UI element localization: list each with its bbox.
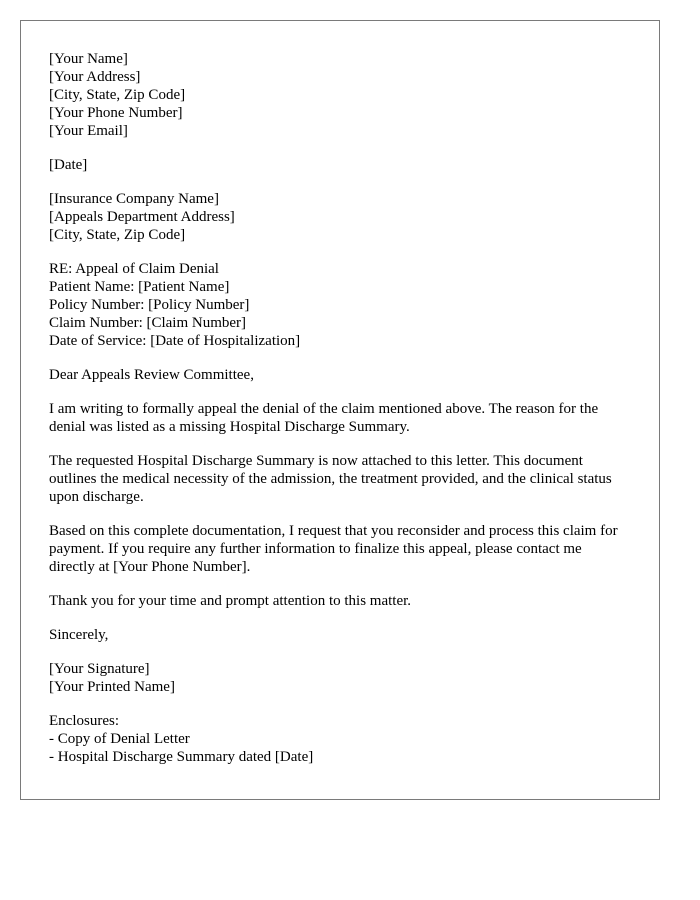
date-block bbox=[49, 156, 631, 174]
body-paragraph-4: Thank you for your time and prompt attention to this matter. bbox=[49, 593, 412, 609]
salutation bbox=[49, 366, 631, 384]
sender-email: [Your Email] bbox=[49, 123, 128, 139]
signature-block bbox=[49, 660, 631, 696]
letter-date: [Date] bbox=[49, 157, 88, 173]
reference-subject: RE: Appeal of Claim Denial bbox=[49, 261, 219, 277]
salutation-text: Dear Appeals Review Committee, bbox=[49, 367, 254, 383]
closing bbox=[49, 626, 631, 644]
sender-city-state-zip: [City, State, Zip Code] bbox=[49, 87, 186, 103]
enclosure-item: - Copy of Denial Letter bbox=[49, 731, 190, 747]
body-paragraph-3: Based on this complete documentation, I request that you reconsider and process this claim for payment. If you require any further information to finalize this appeal, please contact me directly at [Your Phone Number]. bbox=[49, 523, 618, 575]
signature-line: [Your Signature] bbox=[49, 661, 150, 677]
body-paragraph-2: The requested Hospital Discharge Summary is now attached to this letter. This document outlines the medical necessity of the admission, the treatment provided, and the clinical status upon discharge. bbox=[49, 453, 612, 505]
recipient-block bbox=[49, 190, 631, 244]
recipient-city-state-zip: [City, State, Zip Code] bbox=[49, 227, 186, 243]
sender-name: [Your Name] bbox=[49, 51, 128, 67]
reference-service-date: Date of Service: [Date of Hospitalization] bbox=[49, 333, 301, 349]
closing-text: Sincerely, bbox=[49, 627, 109, 643]
enclosure-item: - Hospital Discharge Summary dated [Date] bbox=[49, 749, 314, 765]
reference-patient: Patient Name: [Patient Name] bbox=[49, 279, 230, 295]
sender-address: [Your Address] bbox=[49, 69, 141, 85]
enclosures-heading: Enclosures: bbox=[49, 713, 119, 729]
body-paragraph-1: I am writing to formally appeal the denial of the claim mentioned above. The reason for the denial was listed as a missing Hospital Discharge Summary. bbox=[49, 401, 599, 435]
sender-phone: [Your Phone Number] bbox=[49, 105, 183, 121]
reference-claim: Claim Number: [Claim Number] bbox=[49, 315, 247, 331]
recipient-address: [Appeals Department Address] bbox=[49, 209, 235, 225]
reference-block bbox=[49, 260, 631, 350]
sender-block bbox=[49, 50, 631, 140]
letter-page bbox=[20, 20, 660, 800]
recipient-company: [Insurance Company Name] bbox=[49, 191, 219, 207]
reference-policy: Policy Number: [Policy Number] bbox=[49, 297, 250, 313]
printed-name: [Your Printed Name] bbox=[49, 679, 175, 695]
enclosures-block bbox=[49, 712, 631, 766]
